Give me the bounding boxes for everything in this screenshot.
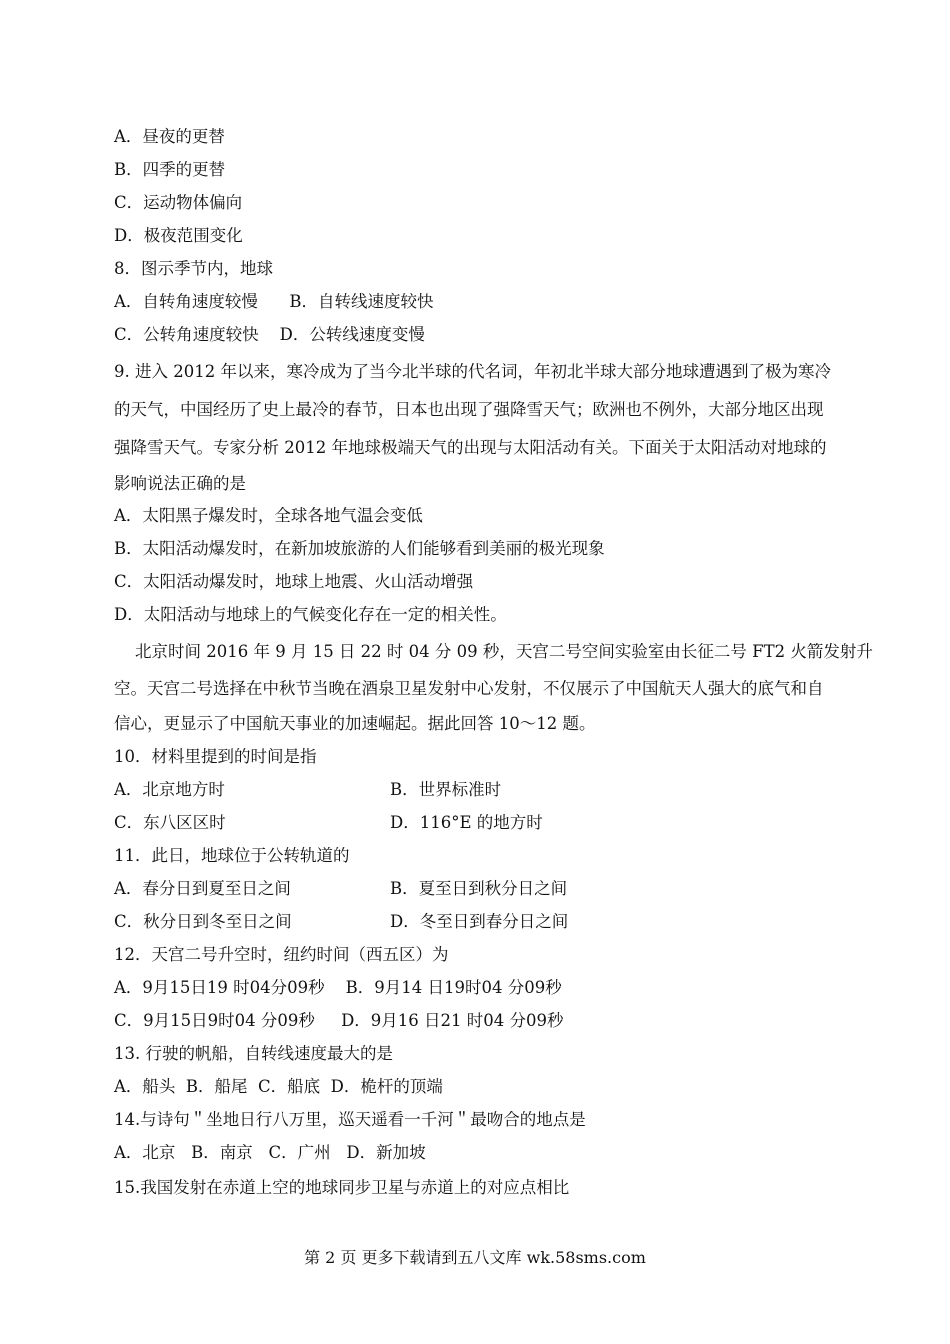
option-d: D．太阳活动与地球上的气候变化存在一定的相关性。 xyxy=(114,605,507,624)
option-a: A．太阳黑子爆发时，全球各地气温会变低 xyxy=(114,506,423,525)
option-b: B．太阳活动爆发时，在新加坡旅游的人们能够看到美丽的极光现象 xyxy=(114,539,605,558)
option-c: C．太阳活动爆发时，地球上地震、火山活动增强 xyxy=(114,572,474,591)
question-stem: 11．此日，地球位于公转轨道的 xyxy=(114,846,350,865)
material-line: 信心，更显示了中国航天事业的加速崛起。据此回答 10～12 题。 xyxy=(114,714,596,733)
option-b: B．夏至日到秋分日之间 xyxy=(390,879,568,898)
options-row: C．9月15日9时04 分09秒 D．9月16 日21 时04 分09秒 xyxy=(114,1011,564,1030)
question-stem: 14.与诗句＂坐地日行八万里，巡天遥看一千河＂最吻合的地点是 xyxy=(114,1110,586,1129)
option-c: C．东八区区时 xyxy=(114,813,226,832)
question-stem: 8．图示季节内，地球 xyxy=(114,259,273,278)
material-line: 空。天宫二号选择在中秋节当晚在酒泉卫星发射中心发射，不仅展示了中国航天人强大的底气和自 xyxy=(114,679,824,698)
option-c: C．运动物体偏向 xyxy=(114,193,243,212)
question-stem-line: 强降雪天气。专家分析 2012 年地球极端天气的出现与太阳活动有关。下面关于太阳活动对地球的 xyxy=(114,438,827,457)
options-row: C．公转角速度较快 D．公转线速度变慢 xyxy=(114,325,425,344)
question-stem: 12．天宫二号升空时，纽约时间（西五区）为 xyxy=(114,945,449,964)
option-a: A．昼夜的更替 xyxy=(114,127,225,146)
question-stem-line: 的天气，中国经历了史上最冷的春节，日本也出现了强降雪天气；欧洲也不例外，大部分地区出现 xyxy=(114,400,824,419)
material-line: 北京时间 2016 年 9 月 15 日 22 时 04 分 09 秒，天宫二号空间实验室由长征二号 FT2 火箭发射升 xyxy=(114,642,873,661)
option-d: D．冬至日到春分日之间 xyxy=(390,912,569,931)
option-a: A．北京地方时 xyxy=(114,780,225,799)
options-row: A．北京 B．南京 C．广州 D．新加坡 xyxy=(114,1143,426,1162)
question-stem-line: 9. 进入 2012 年以来，寒冷成为了当今北半球的代名词，年初北半球大部分地球遭遇到了极为寒冷 xyxy=(114,362,831,381)
options-row: A．船头 B．船尾 C．船底 D．桅杆的顶端 xyxy=(114,1077,443,1096)
question-stem-line: 影响说法正确的是 xyxy=(114,474,246,493)
question-stem: 13. 行驶的帆船，自转线速度最大的是 xyxy=(114,1044,393,1063)
page-footer: 第 2 页 更多下载请到五八文库 wk.58sms.com xyxy=(304,1248,646,1267)
options-row: A．9月15日19 时04分09秒 B．9月14 日19时04 分09秒 xyxy=(114,978,562,997)
option-d: D．极夜范围变化 xyxy=(114,226,243,245)
option-b: B．世界标准时 xyxy=(390,780,502,799)
option-c: C．秋分日到冬至日之间 xyxy=(114,912,292,931)
option-d: D．116°E 的地方时 xyxy=(390,813,543,832)
option-b: B．四季的更替 xyxy=(114,160,226,179)
option-a: A．春分日到夏至日之间 xyxy=(114,879,291,898)
question-stem: 10．材料里提到的时间是指 xyxy=(114,747,317,766)
options-row: A．自转角速度较慢 B．自转线速度较快 xyxy=(114,292,434,311)
question-stem: 15.我国发射在赤道上空的地球同步卫星与赤道上的对应点相比 xyxy=(114,1178,570,1197)
